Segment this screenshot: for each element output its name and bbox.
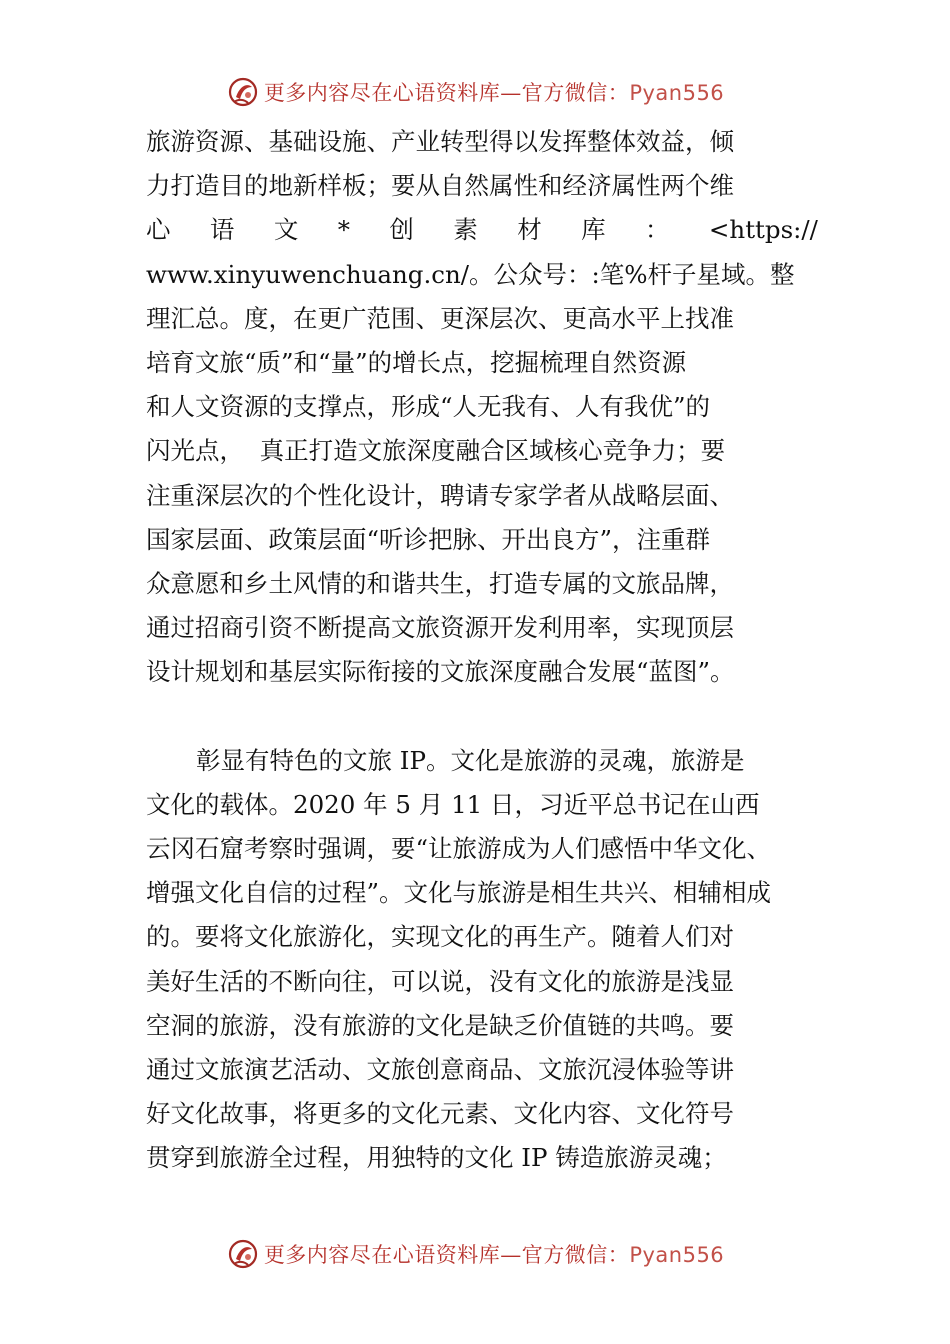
text-line: 通过文旅演艺活动、文旅创意商品、文旅沉浸体验等讲	[146, 1054, 734, 1084]
document-body	[146, 120, 818, 1181]
text-line: www.xinyuwenchuang.cn/。公众号：:笔%杆子星域。整	[146, 259, 795, 289]
char: 素	[453, 215, 478, 245]
char: ：	[645, 215, 670, 245]
char: 文	[273, 215, 299, 245]
footer-banner-text: 更多内容尽在心语资料库—官方微信：Pyan556	[263, 1243, 725, 1267]
char: 材	[517, 215, 542, 245]
text-line: 贯穿到旅游全过程，用独特的文化 IP 铸造旅游灵魂；	[146, 1143, 727, 1173]
text-line: 闪光点， 真正打造文旅深度融合区域核心竞争力；要	[146, 436, 726, 466]
paragraph-2	[146, 739, 818, 1181]
text-line: 好文化故事，将更多的文化元素、文化内容、文化符号	[146, 1099, 734, 1129]
text-line: 培育文旅“质”和“量”的增长点，挖掘梳理自然资源	[146, 347, 687, 377]
text-line: 通过招商引资不断提高文旅资源开发利用率，实现顶层	[146, 613, 734, 643]
text-line: 彰显有特色的文旅 IP。文化是旅游的灵魂，旅游是	[196, 745, 745, 775]
text-line: 理汇总。度，在更广范围、更深层次、更高水平上找准	[146, 303, 734, 333]
footer-banner	[0, 1232, 950, 1276]
text-line: 增强文化自信的过程”。文化与旅游是相生共兴、相辅相成	[146, 878, 772, 908]
ribbon-flower-logo-icon	[226, 75, 260, 109]
char: 创	[389, 215, 414, 245]
footer-wechat-id: Pyan556	[629, 1243, 725, 1267]
char: 心	[146, 215, 171, 245]
char: 库	[581, 215, 606, 245]
text-line: 注重深层次的个性化设计，聘请专家学者从战略层面、	[146, 480, 734, 510]
text-line: 文化的载体。2020 年 5 月 11 日，习近平总书记在山西	[146, 789, 760, 819]
ribbon-flower-logo-icon	[226, 1237, 260, 1271]
text-line: 旅游资源、基础设施、产业转型得以发挥整体效益，倾	[146, 127, 734, 156]
text-line: 国家层面、政策层面“听诊把脉、开出良方”，注重群	[146, 524, 711, 554]
text-line: 力打造目的地新样板；要从自然属性和经济属性两个维	[146, 171, 734, 201]
char: <https://	[708, 215, 818, 245]
text-line: 设计规划和基层实际衔接的文旅深度融合发展“蓝图”。	[146, 657, 735, 687]
text-line: 众意愿和乡土风情的和谐共生，打造专属的文旅品牌，	[146, 568, 734, 598]
text-line: 空洞的旅游，没有旅游的文化是缺乏价值链的共鸣。要	[146, 1010, 734, 1040]
paragraph-gap	[146, 694, 818, 738]
header-banner-text: 更多内容尽在心语资料库—官方微信：Pyan556	[263, 81, 725, 105]
header-wechat-id: Pyan556	[629, 81, 725, 105]
header-banner	[0, 70, 950, 114]
char: 语	[209, 215, 235, 245]
char: *	[337, 215, 350, 245]
spaced-text-line	[146, 208, 818, 252]
text-line: 和人文资源的支撑点，形成“人无我有、人有我优”的	[146, 392, 711, 422]
text-line: 美好生活的不断向往，可以说，没有文化的旅游是浅显	[146, 966, 734, 996]
text-line: 的。要将文化旅游化，实现文化的再生产。随着人们对	[146, 922, 734, 952]
text-line: 云冈石窟考察时强调，要“让旅游成为人们感悟中华文化、	[146, 834, 772, 863]
paragraph-1	[146, 120, 818, 694]
